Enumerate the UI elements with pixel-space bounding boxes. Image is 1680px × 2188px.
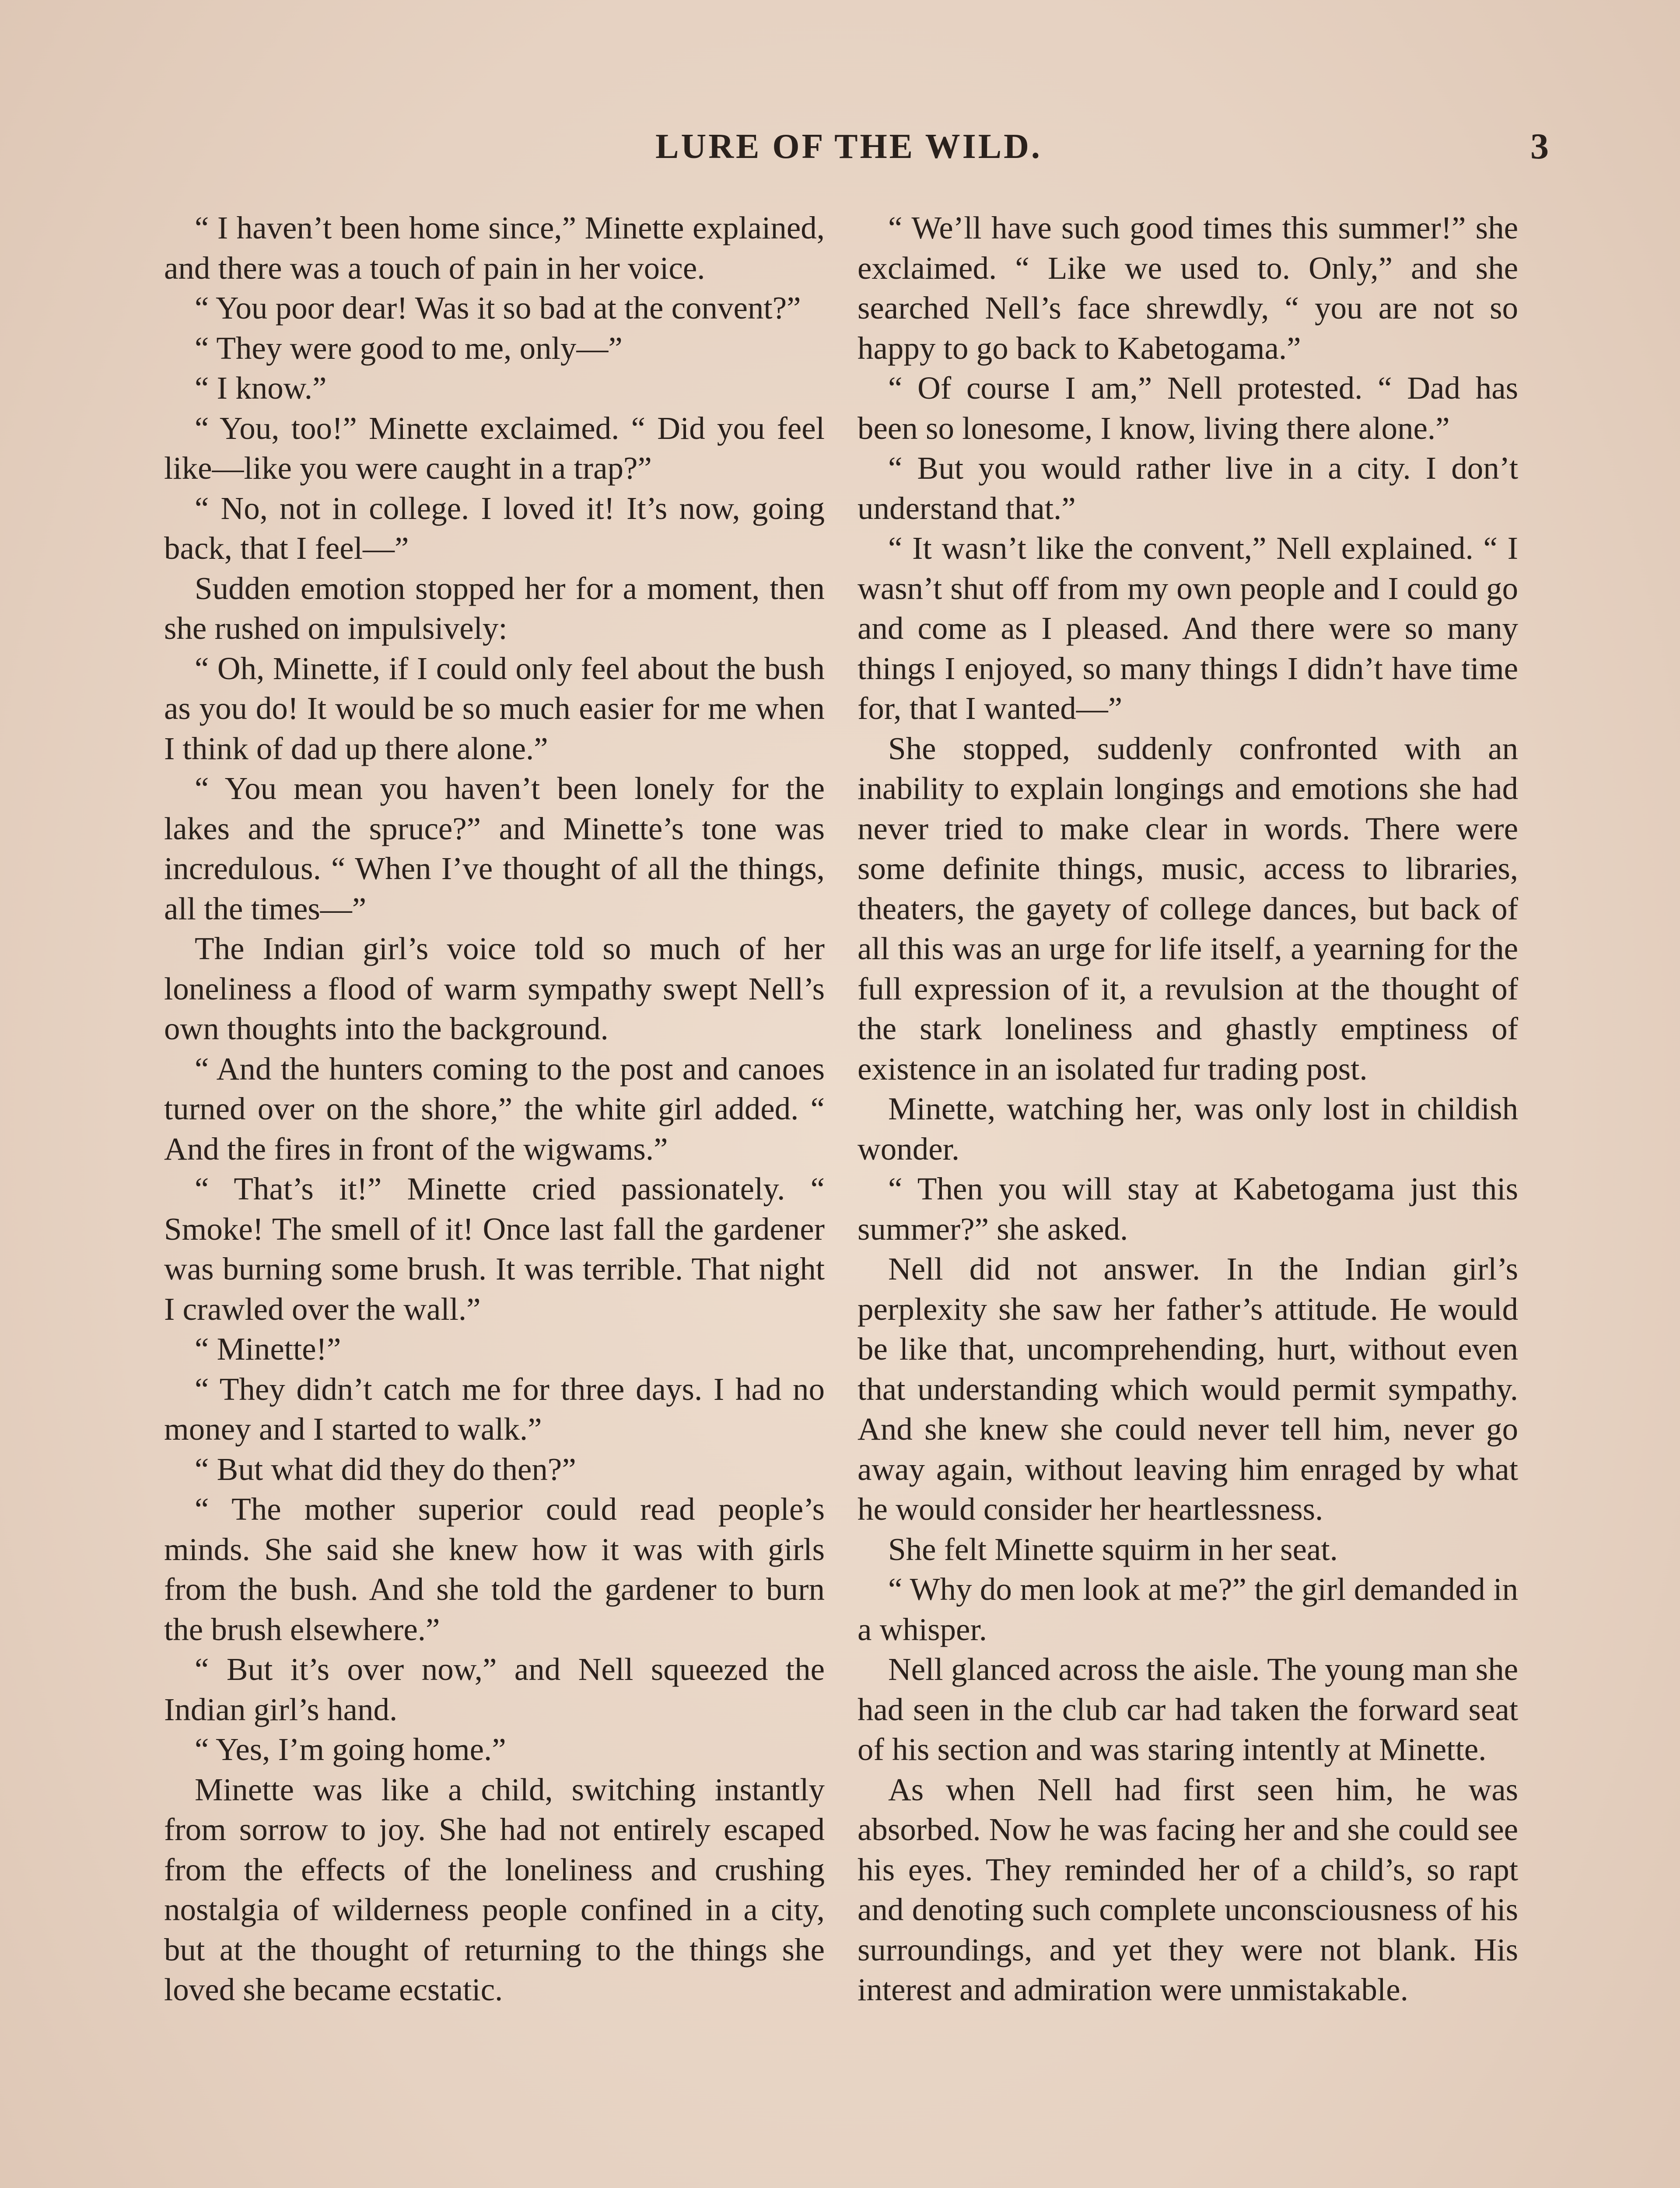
running-header-title: LURE OF THE WILD. — [655, 127, 1042, 166]
paragraph: “ Yes, I’m going home.” — [195, 1732, 506, 1767]
paragraph: She stopped, suddenly confronted with an inability to explain longings and emotions she had never tried to make clear in words. There were some definite things, music, access to libraries, theaters, the gayety of college dances, but back of all this was an urge for life itself, a yearning for the full expression of it, a revulsion at the thought of the stark loneliness and ghastly emptiness of existence in an isolated fur trading post. — [858, 730, 1518, 1087]
paragraph: “ But you would rather live in a city. I don’t understand that.” — [858, 450, 1518, 526]
page-number: 3 — [1530, 126, 1549, 167]
paragraph: Nell did not answer. In the Indian girl’s perplexity she saw her father’s attitude. He would be like that, uncomprehending, hurt, without even that understanding which would permit sympathy. And she knew she could never tell him, never go away again, without leaving him enraged by what he would consider her heartlessness. — [858, 1251, 1518, 1527]
paragraph: Minette, watching her, was only lost in childish wonder. — [858, 1091, 1518, 1167]
paragraph: As when Nell had first seen him, he was absorbed. Now he was facing her and she could see his eyes. They reminded her of a child’s, so rapt and denoting such complete unconsciousness of his surroundings, and yet they were not blank. His interest and admiration were unmistakable. — [858, 1771, 1518, 2007]
paragraph: Minette was like a child, switching instantly from sorrow to joy. She had not entirely escaped from the effects of the loneliness and crushing nostalgia of wilderness people confined in a city, but at the thought of returning to the things she loved she became ecstatic. — [164, 1771, 825, 2007]
paragraph: The Indian girl’s voice told so much of her loneliness a flood of warm sympathy swept Nell’s own thoughts into the background. — [164, 931, 825, 1046]
paragraph: “ They were good to me, only—” — [195, 330, 623, 366]
paragraph: “ It wasn’t like the convent,” Nell explained. “ I wasn’t shut off from my own people and I could go and come as I pleased. And there were so many things I enjoyed, so many things I didn’t have time for, that I wanted—” — [858, 530, 1518, 726]
paragraph: “ Oh, Minette, if I could only feel about the bush as you do! It would be so much easier for me when I think of dad up there alone.” — [164, 650, 825, 766]
paragraph: “ I haven’t been home since,” Minette explained, and there was a touch of pain in her voice. — [164, 210, 825, 286]
left-text-column — [164, 208, 825, 2010]
paragraph: “ No, not in college. I loved it! It’s now, going back, that I feel—” — [164, 490, 825, 566]
paragraph: “ Then you will stay at Kabetogama just this summer?” she asked. — [858, 1171, 1518, 1247]
paragraph: “ You poor dear! Was it so bad at the convent?” — [195, 290, 801, 326]
paragraph: “ You mean you haven’t been lonely for the lakes and the spruce?” and Minette’s tone was incredulous. “ When I’ve thought of all the things, all the times—” — [164, 771, 825, 926]
paragraph: “ They didn’t catch me for three days. I had no money and I started to walk.” — [164, 1371, 825, 1447]
paragraph: “ That’s it!” Minette cried passionately. “ Smoke! The smell of it! Once last fall the gardener was burning some brush. It was terrible. That night I crawled over the wall.” — [164, 1171, 825, 1327]
paragraph: “ Of course I am,” Nell protested. “ Dad has been so lonesome, I know, living there alone.” — [858, 370, 1518, 446]
paragraph: “ You, too!” Minette exclaimed. “ Did you feel like—like you were caught in a trap?” — [164, 410, 825, 486]
paragraph: Nell glanced across the aisle. The young man she had seen in the club car had taken the forward seat of his section and was staring intently at Minette. — [858, 1652, 1518, 1767]
right-text-column — [858, 208, 1518, 2010]
paragraph: “ I know.” — [195, 370, 327, 406]
paragraph: She felt Minette squirm in her seat. — [888, 1531, 1338, 1567]
paragraph: “ And the hunters coming to the post and canoes turned over on the shore,” the white girl added. “ And the fires in front of the wigwams.” — [164, 1051, 825, 1167]
paragraph: “ Minette!” — [195, 1331, 341, 1367]
paragraph: “ Why do men look at me?” the girl demanded in a whisper. — [858, 1571, 1518, 1647]
paragraph: “ The mother superior could read people’s minds. She said she knew how it was with girls from the bush. And she told the gardener to burn the brush elsewhere.” — [164, 1491, 825, 1647]
paragraph: “ But what did they do then?” — [195, 1451, 576, 1487]
paragraph: “ But it’s over now,” and Nell squeezed the Indian girl’s hand. — [164, 1652, 825, 1727]
paragraph: “ We’ll have such good times this summer!” she exclaimed. “ Like we used to. Only,” and she searched Nell’s face shrewdly, “ you are not so happy to go back to Kabetogama.” — [858, 210, 1518, 366]
paragraph: Sudden emotion stopped her for a moment, then she rushed on impulsively: — [164, 570, 825, 646]
